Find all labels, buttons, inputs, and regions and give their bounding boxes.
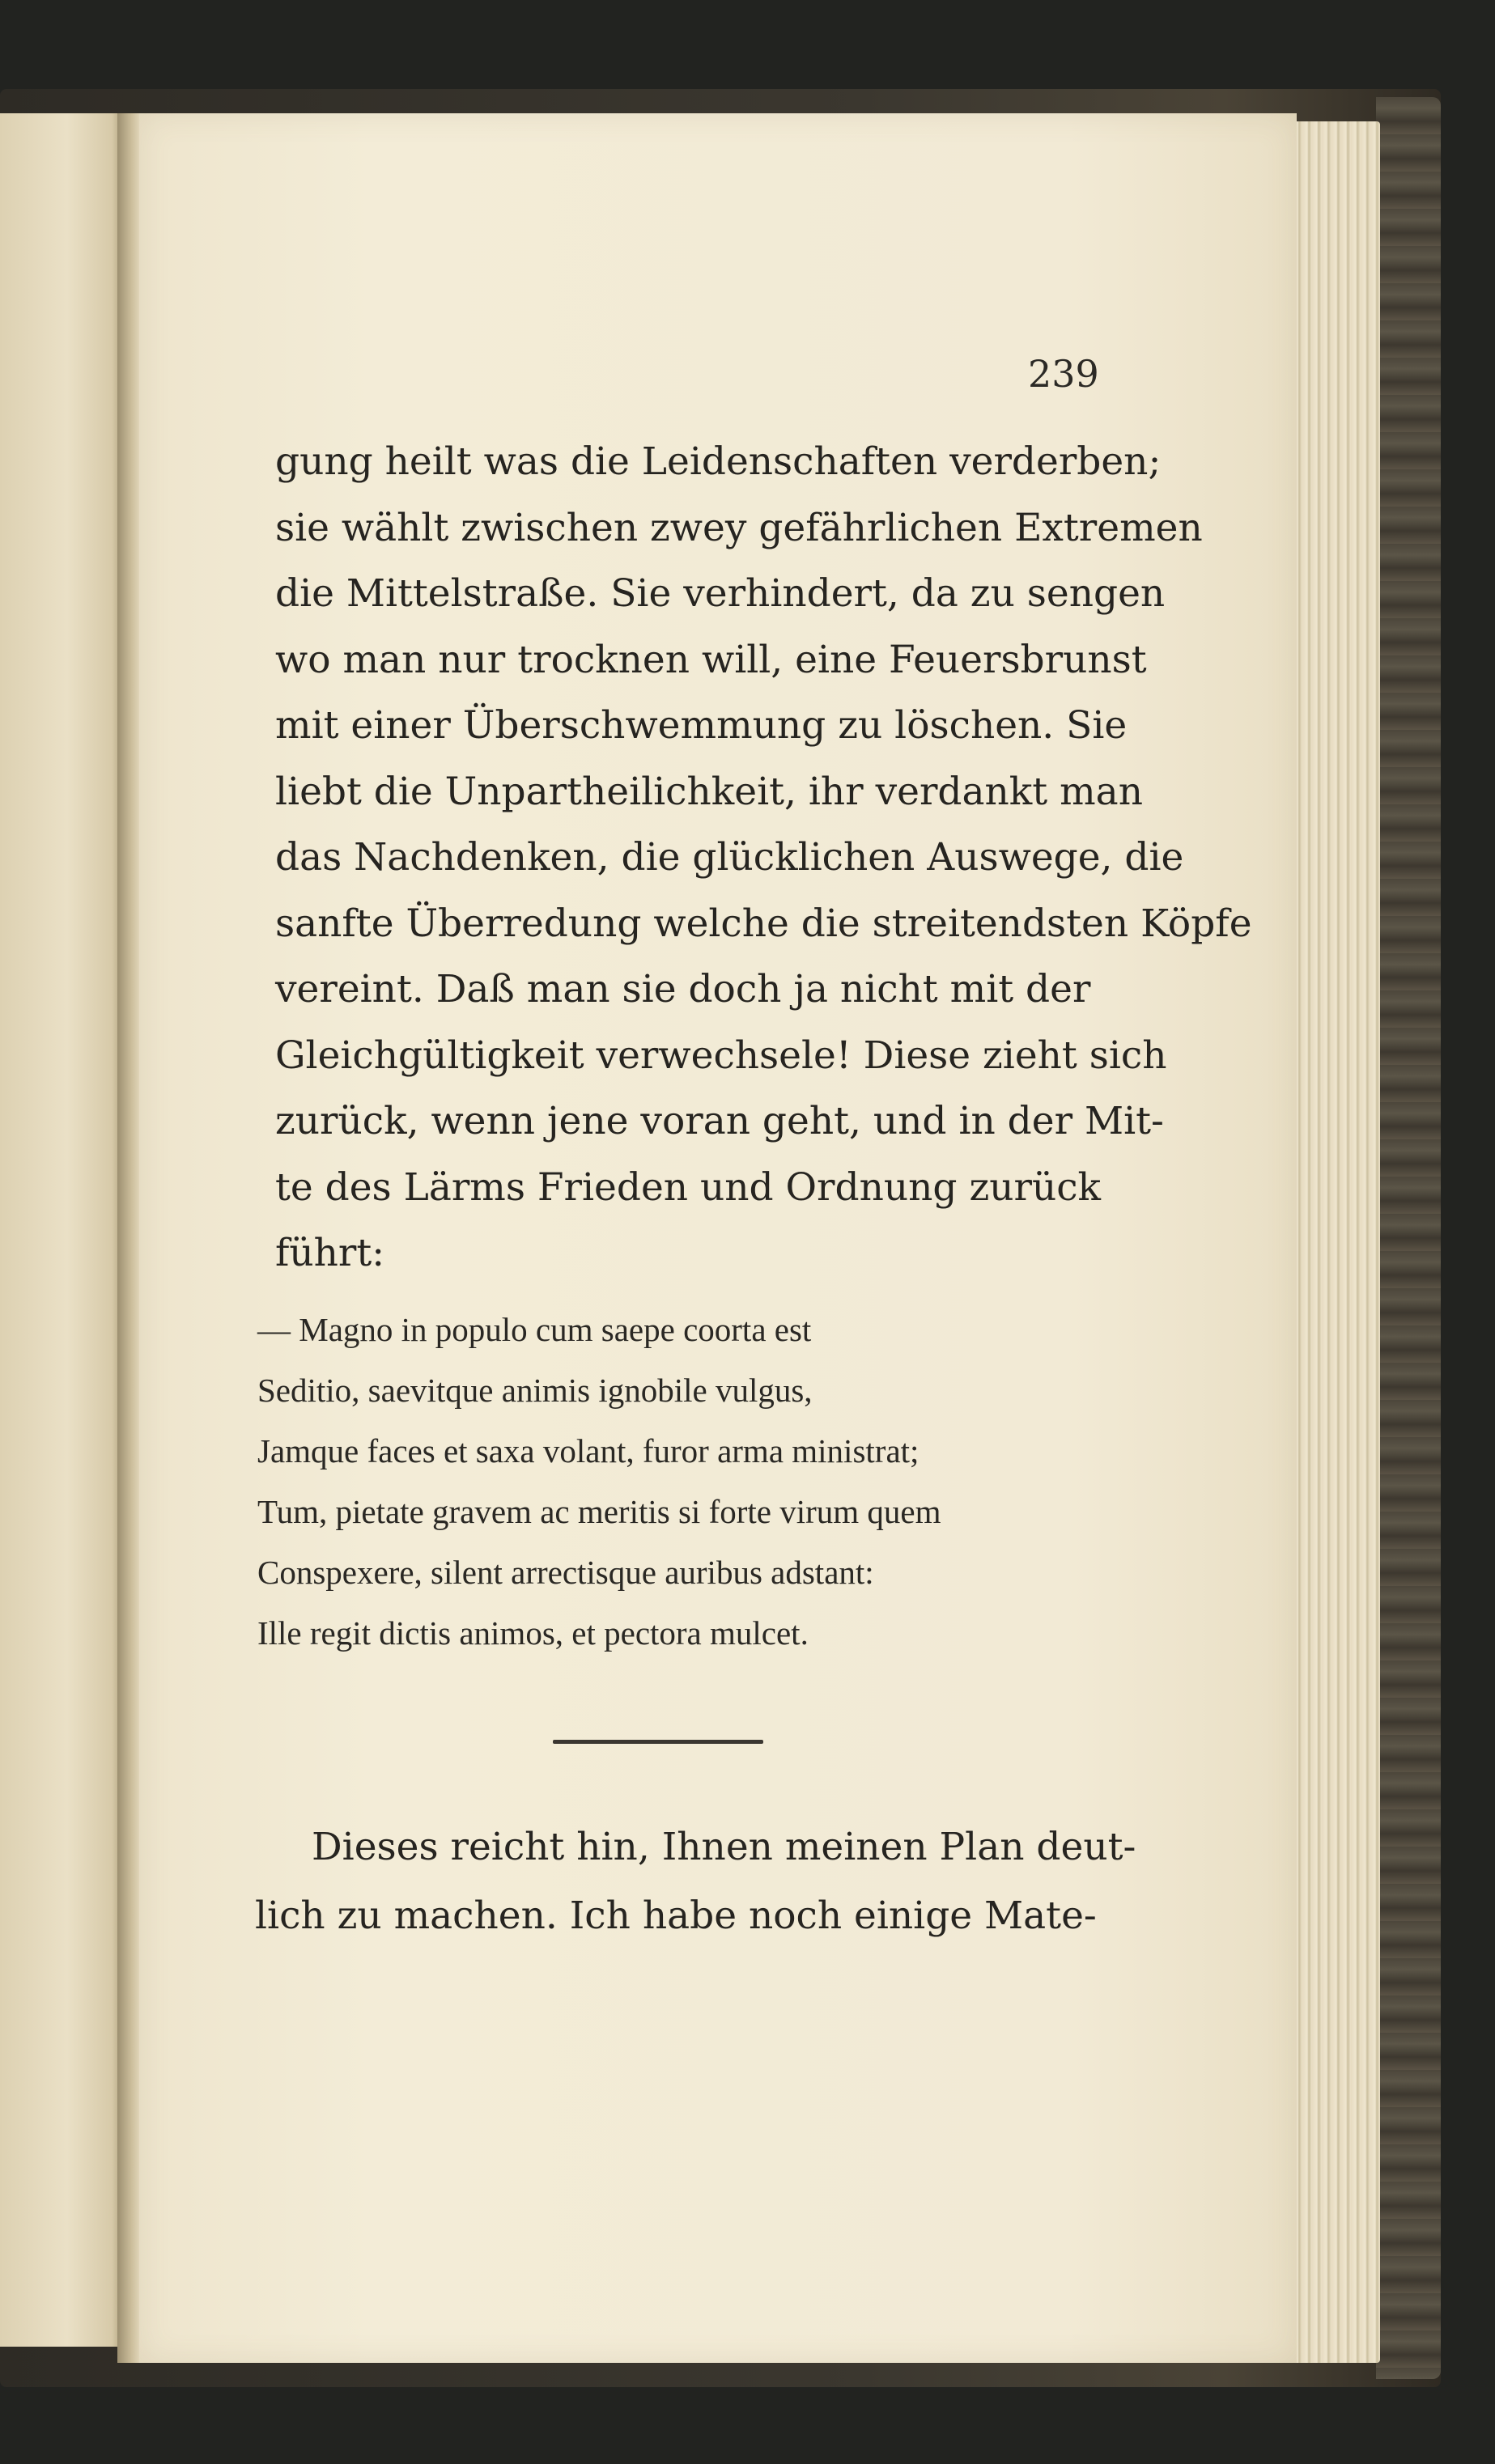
text-line: zurück, wenn jene voran geht, und in der Mit- (275, 1099, 1164, 1143)
text-line: lich zu machen. Ich habe noch einige Mate- (255, 1894, 1097, 1938)
text-line: mit einer Überschwemmung zu löschen. Sie (275, 703, 1128, 748)
body-paragraph (275, 429, 1252, 1287)
quote-line: Ille regit dictis animos, et pectora mulcet. (257, 1614, 809, 1652)
book-spine-edge (1376, 97, 1441, 2379)
text-line: das Nachdenken, die glücklichen Auswege, die (275, 835, 1184, 880)
text-line: sie wählt zwischen zwey gefährlichen Extremen (275, 505, 1203, 550)
text-line: Gleichgültigkeit verwechsele! Diese zieht sich (275, 1033, 1167, 1078)
closing-paragraph (255, 1813, 1136, 1950)
page-edges (1283, 121, 1380, 2363)
text-line: Dieses reicht hin, Ihnen meinen Plan deut- (312, 1825, 1136, 1869)
text-line: führt: (275, 1231, 385, 1275)
quote-line: Conspexere, silent arrectisque auribus adstant: (257, 1554, 874, 1591)
page-number: 239 (1028, 352, 1099, 396)
section-divider (553, 1740, 763, 1744)
text-line: wo man nur trocknen will, eine Feuersbrunst (275, 637, 1147, 682)
quote-line: Tum, pietate gravem ac meritis si forte virum quem (257, 1493, 941, 1530)
latin-quotation (257, 1300, 1075, 1664)
quote-line: Jamque faces et saxa volant, furor arma ministrat; (257, 1432, 920, 1469)
facing-page (0, 113, 121, 2347)
quote-line: Seditio, saevitque animis ignobile vulgus, (257, 1372, 813, 1409)
quote-line: — Magno in populo cum saepe coorta est (257, 1311, 812, 1348)
text-line: die Mittelstraße. Sie verhindert, da zu sengen (275, 571, 1166, 616)
text-line: te des Lärms Frieden und Ordnung zurück (275, 1164, 1102, 1210)
text-line: gung heilt was die Leidenschaften verderben; (275, 439, 1162, 484)
book-gutter (117, 113, 142, 2363)
text-line: liebt die Unpartheilichkeit, ihr verdankt man (275, 769, 1143, 814)
text-line: sanfte Überredung welche die streitendsten Köpfe (275, 901, 1252, 946)
text-line: vereint. Daß man sie doch ja nicht mit der (275, 967, 1091, 1011)
